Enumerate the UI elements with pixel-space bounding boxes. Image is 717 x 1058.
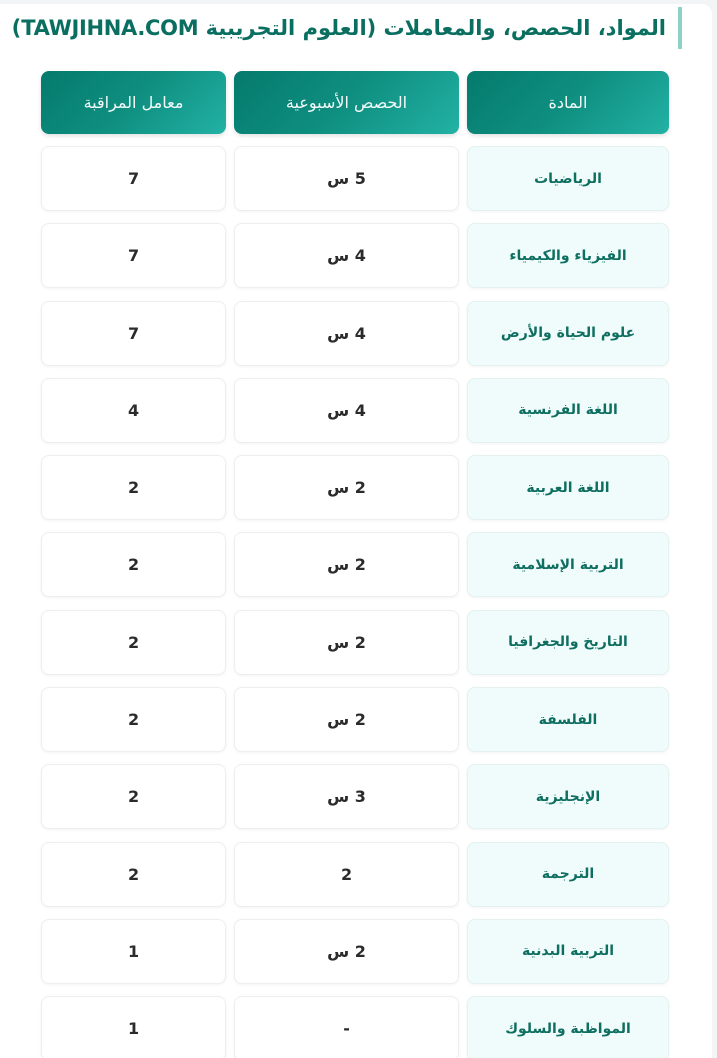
coefficient-cell: 7: [41, 146, 226, 211]
weekly-hours-cell: 2 س: [234, 455, 459, 520]
weekly-hours-cell: 2: [234, 842, 459, 907]
weekly-hours-cell: 2 س: [234, 919, 459, 984]
heading-accent-bar: [678, 7, 682, 49]
weekly-hours-cell: 5 س: [234, 146, 459, 211]
weekly-hours-cell: 4 س: [234, 223, 459, 288]
subject-cell: الرياضيات: [467, 146, 669, 211]
subject-cell: علوم الحياة والأرض: [467, 301, 669, 366]
coefficient-cell: 2: [41, 687, 226, 752]
table-row: [41, 919, 669, 984]
weekly-hours-cell: 2 س: [234, 610, 459, 675]
coefficient-cell: 2: [41, 842, 226, 907]
table-row: [41, 146, 669, 211]
coefficient-cell: 2: [41, 764, 226, 829]
subject-cell: المواظبة والسلوك: [467, 996, 669, 1058]
table-row: [41, 223, 669, 288]
subject-cell: التربية البدنية: [467, 919, 669, 984]
table-row: [41, 532, 669, 597]
table-row: [41, 301, 669, 366]
weekly-hours-cell: 2 س: [234, 532, 459, 597]
coefficient-cell: 2: [41, 610, 226, 675]
table-row: [41, 764, 669, 829]
subject-cell: الفلسفة: [467, 687, 669, 752]
weekly-hours-cell: 2 س: [234, 687, 459, 752]
page-edge: [712, 0, 717, 1058]
subject-cell: الفيزياء والكيمياء: [467, 223, 669, 288]
header-weekly-hours: الحصص الأسبوعية: [234, 71, 459, 134]
subject-cell: الإنجليزية: [467, 764, 669, 829]
weekly-hours-cell: 3 س: [234, 764, 459, 829]
page-title: المواد، الحصص، والمعاملات (العلوم التجريبية TAWJIHNA.COM): [11, 16, 666, 40]
header-coefficient: معامل المراقبة: [41, 71, 226, 134]
table-row: [41, 842, 669, 907]
table-row: [41, 455, 669, 520]
coefficient-cell: 1: [41, 919, 226, 984]
header-subject: المادة: [467, 71, 669, 134]
coefficient-cell: 7: [41, 223, 226, 288]
coefficient-cell: 1: [41, 996, 226, 1058]
weekly-hours-cell: 4 س: [234, 301, 459, 366]
subjects-table: [41, 71, 669, 1058]
table-row: [41, 996, 669, 1058]
table-header-row: [41, 71, 669, 134]
content-card: [0, 4, 712, 1058]
weekly-hours-cell: 4 س: [234, 378, 459, 443]
subject-cell: اللغة الفرنسية: [467, 378, 669, 443]
table-row: [41, 610, 669, 675]
section-heading: [12, 8, 682, 48]
subject-cell: التربية الإسلامية: [467, 532, 669, 597]
table-row: [41, 378, 669, 443]
table-row: [41, 687, 669, 752]
subject-cell: اللغة العربية: [467, 455, 669, 520]
coefficient-cell: 2: [41, 532, 226, 597]
subject-cell: التاريخ والجغرافيا: [467, 610, 669, 675]
weekly-hours-cell: -: [234, 996, 459, 1058]
coefficient-cell: 2: [41, 455, 226, 520]
coefficient-cell: 7: [41, 301, 226, 366]
subject-cell: الترجمة: [467, 842, 669, 907]
coefficient-cell: 4: [41, 378, 226, 443]
